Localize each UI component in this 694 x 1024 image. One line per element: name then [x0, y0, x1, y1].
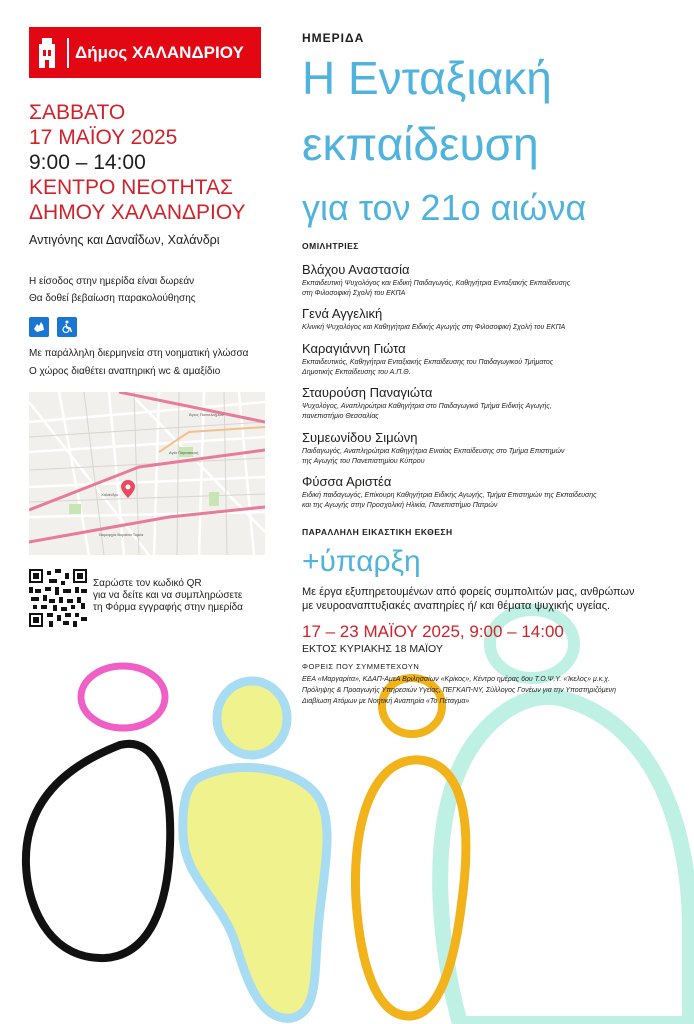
exhibition-heading: ΠΑΡΑΛΛΗΛΗ ΕΙΚΑΣΤΙΚΗ ΕΚΘΕΣΗ: [302, 527, 453, 537]
event-venue-line1: ΚΕΝΤΡΟ ΝΕΟΤΗΤΑΣ: [29, 176, 233, 199]
figure-pink-head: [81, 666, 165, 728]
figure-black-body: [26, 744, 170, 958]
qr-instructions: [93, 578, 243, 614]
event-date: 17 ΜΑΪΟΥ 2025: [29, 126, 178, 149]
logo-separator: [67, 38, 69, 68]
speaker-name: Συμεωνίδου Σιμώνη: [302, 430, 418, 445]
emblem-icon: [29, 27, 65, 78]
map-label: Νομαρχία Βορείου Τομέα: [99, 532, 144, 537]
map-graphic: [29, 392, 265, 555]
event-type-label: ΗΜΕΡΙΔΑ: [302, 31, 365, 45]
orgs-line: Πρόληψης & Προαγωγής Υπηρεσιών Υγείας, ΠΕΓΚΑΠ-ΝΥ, Σύλλογος Γονέων για την Υποστηριζόμενη: [302, 687, 616, 694]
map-pin-icon[interactable]: [121, 480, 135, 498]
exhibition-desc: Με έργα εξυπηρετουμένων από φορείς συμπολιτών μας, ανθρώπων: [302, 586, 635, 598]
speaker-name: Καραγιάννη Γιώτα: [302, 341, 406, 356]
event-address: Αντιγόνης και Δαναΐδων, Χαλάνδρι: [29, 233, 220, 247]
speaker-desc: Ειδική παιδαγωγός, Επίκουρη Καθηγήτρια Ειδικής Αγωγής, Τμήμα Επιστημών της Εκπαίδευσης: [302, 492, 597, 499]
info-accessibility: Ο χώρος διαθέτει αναπηρική wc & αμαξίδιο: [29, 366, 221, 377]
speaker-desc: Κλινική Ψυχολόγος και Καθηγήτρια Ειδικής Αγωγής στη Φιλοσοφική Σχολή του ΕΚΠΑ: [302, 324, 566, 331]
exhibition-exception: ΕΚΤΟΣ ΚΥΡΙΑΚΗΣ 18 ΜΑΪΟΥ: [302, 643, 443, 655]
figure-yellow-body: [183, 767, 327, 1018]
exhibition-dates: 17 – 23 ΜΑΪΟΥ 2025, 9:00 – 14:00: [302, 622, 564, 641]
wheelchair-icon: [57, 317, 77, 337]
orgs-line: ΕΕΑ «Μαργαρίτα», ΚΔΑΠ-ΑμεΑ Βριλησσίων «Κρίκος», Κέντρο ημέρας 6ου Τ.Ο.Ψ.Υ. «Ίκελος» μ.κ.χ.: [302, 676, 610, 683]
event-day: ΣΑΒΒΑΤΟ: [29, 101, 126, 124]
speaker-name: Γενά Αγγελική: [302, 306, 383, 321]
speaker-desc: στη Φιλοσοφική Σχολή του ΕΚΠΑ: [302, 290, 406, 297]
map-label: Χαλάνδρι: [101, 492, 118, 497]
info-certificate: Θα δοθεί βεβαίωση παρακολούθησης: [29, 293, 196, 304]
figure-yellow-head: [217, 681, 287, 755]
speaker-name: Φύσσα Αριστέα: [302, 474, 392, 489]
map-label: Άγιος Παντελεήμων: [189, 412, 224, 417]
speaker-desc: Ψυχολόγος, Αναπληρώτρια Καθηγήτρια στο Παιδαγωγικό Τμήμα Ειδικής Αγωγής,: [302, 403, 552, 410]
orgs-line: Διαβίωση Ατόμων με Νοητική Αναπηρία «Το Πέταγμα»: [302, 698, 470, 705]
speakers-heading: ΟΜΙΛΗΤΡΙΕΣ: [302, 241, 359, 251]
exhibition-desc: με νευροαναπτυξιακές αναπηρίες ή/ και θέματα ψυχικής υγείας.: [302, 600, 611, 612]
page-title-line3: για τον 21ο αιώνα: [302, 187, 587, 228]
municipality-logo: [29, 27, 261, 78]
speaker-name: Βλάχου Αναστασία: [302, 262, 410, 277]
event-time: 9:00 – 14:00: [29, 151, 146, 174]
speaker-desc: πανεπιστήμιο Θεσσαλίας: [302, 413, 379, 420]
qr-line: Σαρώστε τον κωδικό QR: [93, 578, 202, 589]
orgs-heading: ΦΟΡΕΙΣ ΠΟΥ ΣΥΜΜΕΤΕΧΟΥΝ: [302, 662, 420, 671]
figure-mint-body: [440, 697, 690, 1024]
figure-mint-head: [490, 610, 574, 678]
location-map[interactable]: [29, 392, 265, 555]
speaker-desc: Δημοτικής Εκπαίδευσης του Α.Π.Θ.: [302, 369, 411, 376]
info-entry: Η είσοδος στην ημερίδα είναι δωρεάν: [29, 276, 195, 287]
sign-language-icon: [29, 317, 49, 337]
map-label: Αγία Παρασκευή: [169, 450, 199, 455]
exhibition-title: +ύπαρξη: [302, 545, 421, 578]
speaker-name: Σταυρούση Παναγιώτα: [302, 385, 433, 400]
registration-qr-code[interactable]: [29, 569, 87, 627]
page-title-line2: εκπαίδευση: [302, 118, 539, 170]
speaker-desc: Παιδαγωγός, Αναπληρώτρια Καθηγήτρια Ενιαίας Εκπαίδευσης στο Τμήμα Επιστημών: [302, 448, 565, 455]
qr-line: για να δείτε και να συμπληρώσετε: [93, 590, 243, 601]
speaker-desc: της Αγωγής του Πανεπιστημίου Κύπρου: [302, 458, 425, 465]
event-venue-line2: ΔΗΜΟΥ ΧΑΛΑΝΔΡΙΟΥ: [29, 201, 246, 224]
speaker-desc: Εκπαιδευτική Ψυχολόγος και Ειδική Παιδαγωγός, Καθηγήτρια Ενταξιακής Εκπαίδευσης: [302, 280, 571, 287]
page-title-line1: Η Ενταξιακή: [302, 52, 552, 104]
qr-line: τη Φόρμα εγγραφής στην ημερίδα: [93, 602, 243, 613]
speaker-desc: Εκπαιδευτικός, Καθηγήτρια Ενταξιακής Εκπαίδευσης του Παιδαγωγικού Τμήματος: [302, 359, 554, 366]
info-sign-language: Με παράλληλη διερμηνεία στη νοηματική γλώσσα: [29, 348, 249, 359]
municipality-name: Δήμος ΧΑΛΑΝΔΡΙΟΥ: [75, 42, 244, 62]
speaker-desc: και της Αγωγής στην Προσχολική Ηλικία, Πανεπιστήμιο Πατρών: [302, 502, 498, 509]
